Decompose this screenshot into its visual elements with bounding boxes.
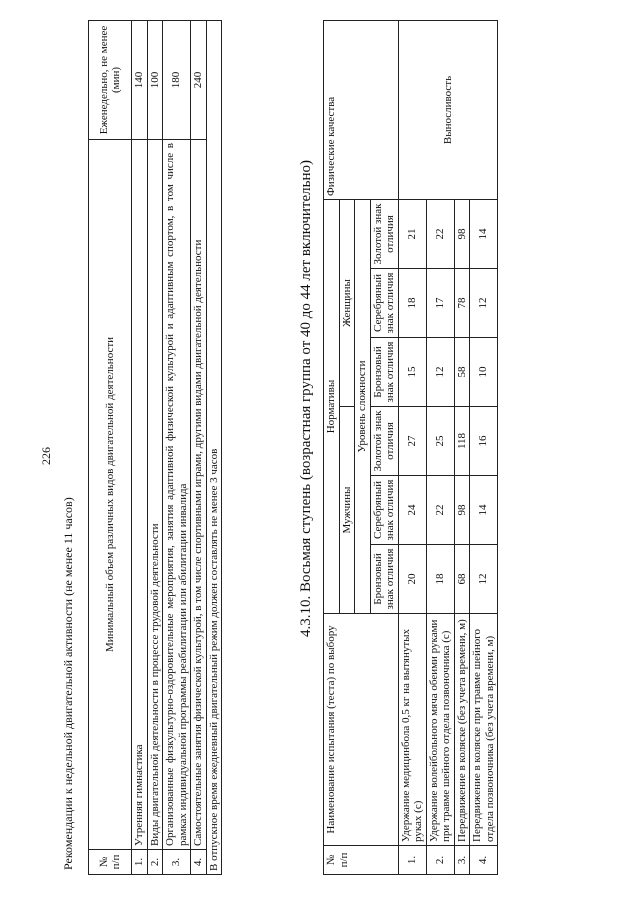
row-activity: Самостоятельные занятия физической культурой, в том числе спортивными играми, другими видами двигательной деятельности [191,140,207,850]
header-norms: Нормативы [324,200,340,614]
row-activity: Организованные физкультурно-оздоровительные мероприятия, занятия адаптивной физической культурой и адаптивным спортом, в том числе в рамках индивидуальной программы реабилитации или абилитации инвалида [163,140,191,850]
table-header-row [89,21,132,875]
value-silver-women: 18 [398,269,426,338]
row-test-name: Передвижение в коляске при травме шейного отдела позвоночника (без учета времени, м) [470,614,498,846]
table-row [398,21,426,875]
header-difficulty: Уровень сложности [355,200,371,614]
value-gold-men: 118 [454,407,470,476]
header-test-name: Наименование испытания (теста) по выбору [324,614,399,846]
row-test-name: Удержание волейбольного мяча обеими руками при травме шейного отдела позвоночника (с) [426,614,454,846]
table-row [132,21,148,875]
value-gold-men: 25 [426,407,454,476]
page-number: 226 [39,447,53,465]
table-row [147,21,163,875]
value-bronze-men: 68 [454,545,470,614]
value-bronze-women: 12 [426,338,454,407]
header-silver-women: Серебряный знак отличия [370,269,398,338]
recommendations-caption: Рекомендации к недельной двигательной активности (не менее 11 часов) [61,497,75,870]
norms-table [323,20,498,875]
row-weekly: 100 [147,21,163,140]
value-bronze-men: 20 [398,545,426,614]
row-weekly: 140 [132,21,148,140]
table-row [163,21,191,875]
value-silver-women: 12 [470,269,498,338]
header-gold-women: Золотой знак отличия [370,200,398,269]
row-num: 1. [398,846,426,875]
value-silver-men: 98 [454,476,470,545]
value-silver-women: 78 [454,269,470,338]
value-silver-women: 17 [426,269,454,338]
physical-quality-value: Выносливость [398,21,498,200]
value-silver-men: 14 [470,476,498,545]
value-silver-men: 22 [426,476,454,545]
header-weekly: Еженедельно, не менее (мин) [89,21,132,140]
value-gold-women: 22 [426,200,454,269]
header-women: Женщины [339,200,355,407]
row-activity: Утренняя гимнастика [132,140,148,850]
header-row-1 [324,21,340,875]
value-gold-women: 21 [398,200,426,269]
table-row [191,21,207,875]
value-bronze-women: 15 [398,338,426,407]
value-gold-women: 14 [470,200,498,269]
value-bronze-women: 58 [454,338,470,407]
table-footer-row [206,21,222,875]
row-num: 2. [147,850,163,875]
value-silver-men: 24 [398,476,426,545]
row-test-name: Удержание медицинбола 0,5 кг на вытянутых руках (с) [398,614,426,846]
value-gold-men: 27 [398,407,426,476]
row-test-name: Передвижение в коляске (без учета времени, м) [454,614,470,846]
value-bronze-men: 18 [426,545,454,614]
header-bronze-women: Бронзовый знак отличия [370,338,398,407]
value-gold-men: 16 [470,407,498,476]
header-bronze-men: Бронзовый знак отличия [370,545,398,614]
header-activity: Минимальный объем различных видов двигательной деятельности [89,140,132,850]
row-num: 4. [470,846,498,875]
activity-recommendations-table [88,20,222,875]
row-num: 1. [132,850,148,875]
row-num: 3. [454,846,470,875]
row-weekly: 180 [163,21,191,140]
value-gold-women: 98 [454,200,470,269]
header-silver-men: Серебряный знак отличия [370,476,398,545]
footer-note: В отпускное время ежедневный двигательный режим должен составлять не менее 3 часов [206,21,222,875]
value-bronze-women: 10 [470,338,498,407]
value-bronze-men: 12 [470,545,498,614]
row-activity: Виды двигательной деятельности в процессе трудовой деятельности [147,140,163,850]
section-title: 4.3.10. Восьмая ступень (возрастная группа от 40 до 44 лет включительно) [298,160,314,637]
row-num: 3. [163,850,191,875]
row-num: 4. [191,850,207,875]
row-weekly: 240 [191,21,207,140]
header-num: № п/п [324,846,399,875]
header-num: № п/п [89,850,132,875]
header-gold-men: Золотой знак отличия [370,407,398,476]
row-num: 2. [426,846,454,875]
header-physical-quality: Физические качества [324,21,399,200]
header-men: Мужчины [339,407,355,614]
